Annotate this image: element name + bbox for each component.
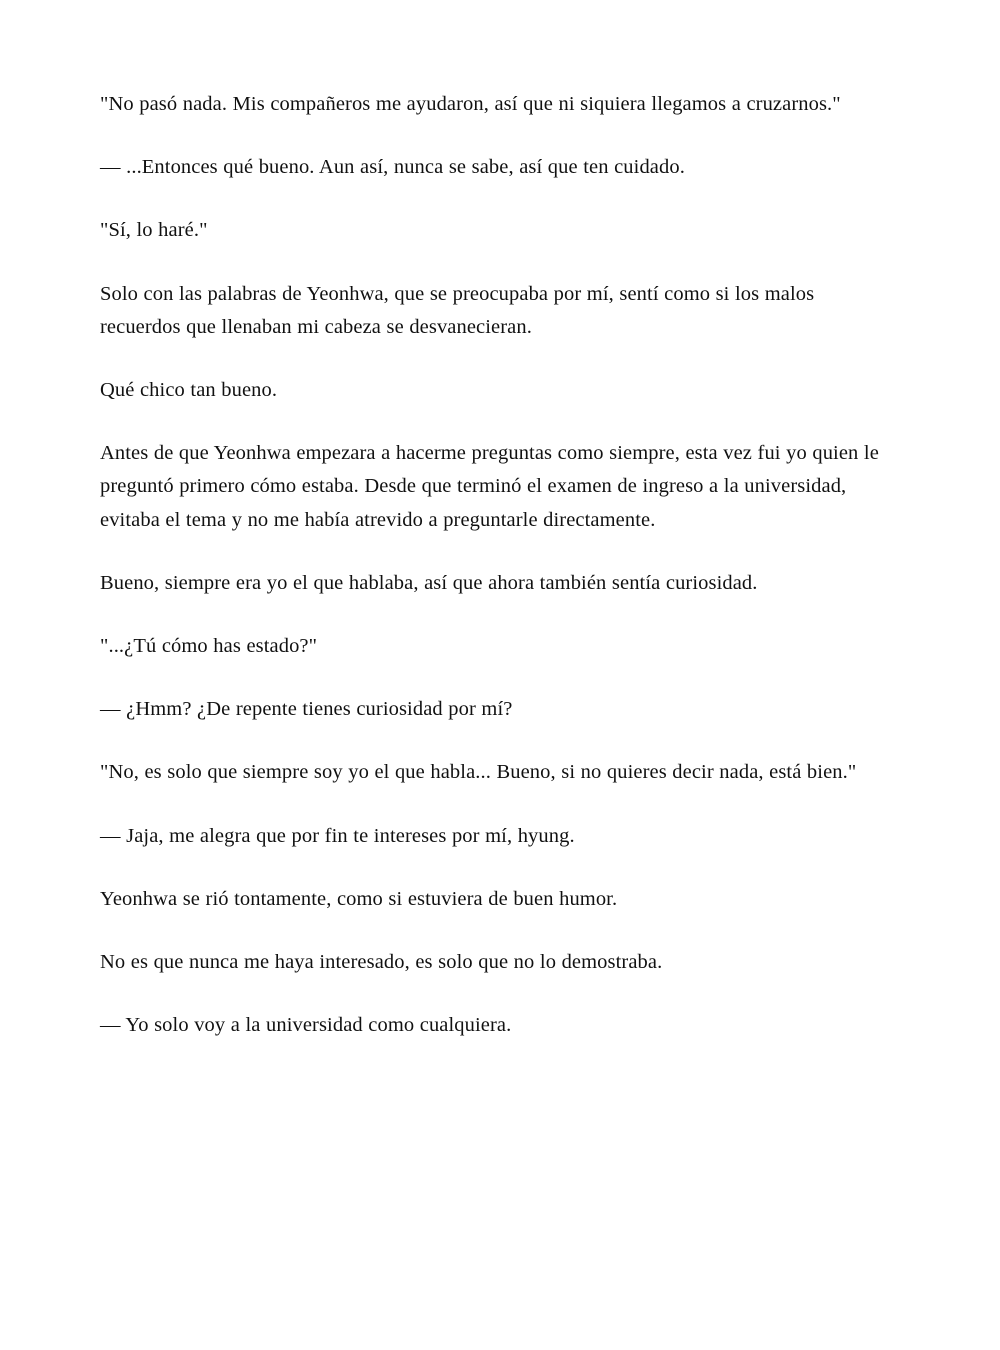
paragraph: "Sí, lo haré." bbox=[100, 219, 208, 242]
paragraph: "No, es solo que siempre soy yo el que habla... Bueno, si no quieres decir nada, está bien." bbox=[100, 761, 857, 784]
paragraph: Solo con las palabras de Yeonhwa, que se preocupaba por mí, sentí como si los malos recuerdos que llenaban mi cabeza se desvanecieran. bbox=[100, 282, 815, 338]
paragraph: Antes de que Yeonhwa empezara a hacerme preguntas como siempre, esta vez fui yo quien le preguntó primero cómo estaba. Desde que terminó el examen de ingreso a la universidad, evitaba el tema y no me había atrevido a preguntarle directamente. bbox=[100, 442, 879, 531]
paragraph: — Jaja, me alegra que por fin te intereses por mí, hyung. bbox=[100, 824, 575, 847]
paragraph: Yeonhwa se rió tontamente, como si estuviera de buen humor. bbox=[100, 887, 618, 910]
paragraph: No es que nunca me haya interesado, es solo que no lo demostraba. bbox=[100, 951, 663, 974]
paragraph: — ...Entonces qué bueno. Aun así, nunca se sabe, así que ten cuidado. bbox=[100, 156, 685, 179]
paragraph: "...¿Tú cómo has estado?" bbox=[100, 635, 318, 658]
paragraph: — Yo solo voy a la universidad como cualquiera. bbox=[100, 1014, 512, 1037]
paragraph: "No pasó nada. Mis compañeros me ayudaron, así que ni siquiera llegamos a cruzarnos." bbox=[100, 93, 841, 115]
paragraph: Bueno, siempre era yo el que hablaba, así que ahora también sentía curiosidad. bbox=[100, 571, 758, 594]
paragraph: Qué chico tan bueno. bbox=[100, 379, 278, 402]
paragraph: — ¿Hmm? ¿De repente tienes curiosidad por mí? bbox=[100, 698, 513, 721]
document-body bbox=[100, 88, 900, 1042]
